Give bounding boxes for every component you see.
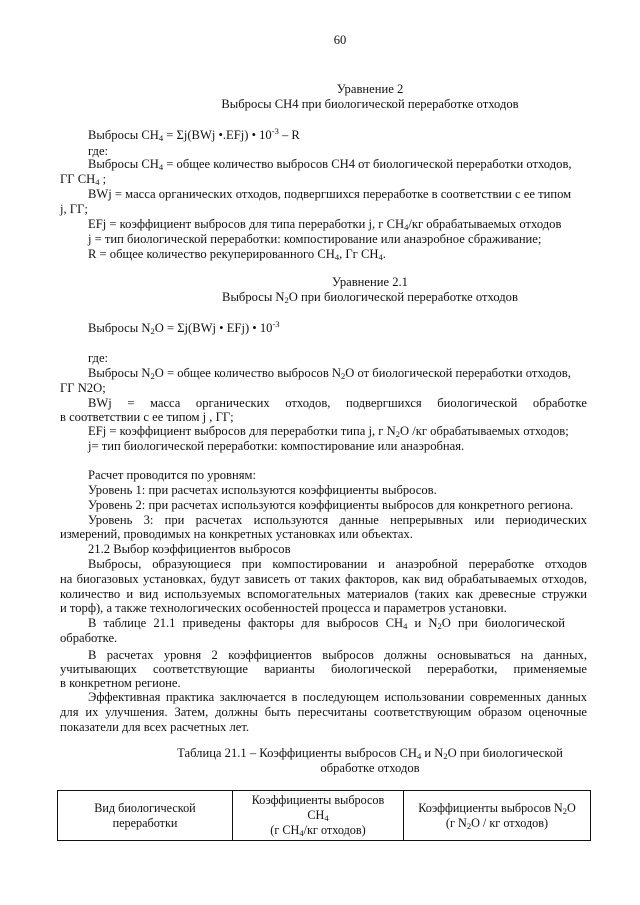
- paragraph-3-line-2: учитывающих соответствующие варианты биологической переработки, применяемые: [60, 662, 587, 676]
- table-caption-cont: обработке отходов: [320, 761, 420, 775]
- equation-2-1-def-2-cont: в соответствии с ее типом j , ГГ;: [60, 410, 234, 424]
- equation-2-def-4: j = тип биологической переработки: компостирование или анаэробное сбраживание;: [88, 232, 542, 246]
- equation-2-1-title: Выбросы $N_2O$ при биологической переработке отходов: [222, 290, 518, 305]
- paragraph-3-line-3: в конкретном регионе.: [60, 676, 181, 690]
- paragraph-3-line-1: В расчетах уровня 2 коэффициентов выбросов должны основываться на данных,: [88, 648, 587, 662]
- paragraph-1-line-2: на биогазовых установках, будут зависеть от таких факторов, как вид обрабатываемых отходов,: [60, 572, 587, 586]
- header-ch4-factors: Коэффициенты выбросов $CH_4$ (г $CH_4/кг$ отходов): [233, 791, 404, 841]
- header-n2o-factors: Коэффициенты выбросов $N_2O$ (г $N_2O$ / кг отходов): [404, 791, 591, 841]
- section-heading: 21.2 Выбор коэффициентов выбросов: [88, 542, 291, 556]
- paragraph-1-line-3: количество и вид используемых вспомогательных материалов (таких как древесные стружки: [60, 587, 587, 601]
- equation-2-def-1-cont: ГГ $CH_4$ ;: [60, 172, 107, 187]
- equation-2-1-where: где:: [88, 351, 109, 365]
- levels-intro: Расчет проводится по уровням:: [88, 468, 256, 482]
- equation-2-title: Выбросы СН4 при биологической переработке отходов: [221, 97, 519, 111]
- equation-2-formula: Выбросы $CH_4 = \Sigma j(BWj$ •.EFj) • $10^{-3}$ – R: [88, 126, 300, 143]
- level-3: Уровень 3: при расчетах используются данные непрерывных или периодических: [88, 513, 587, 527]
- header-treatment-type: Вид биологической переработки: [58, 791, 233, 841]
- paragraph-1-line-4: и торф), а также технологических особенностей процесса и параметров установки.: [60, 601, 507, 615]
- equation-2-1-formula: Выбросы $N_2O = \Sigma j(BWj$ • EFj) • $10^{-3}$: [88, 319, 280, 336]
- equation-2-def-3: EFj = коэффициент выбросов для типа переработки j, г $CH_4/кг$ обрабатываемых отходов: [88, 217, 562, 232]
- equation-2-1-def-2: BWj = масса органических отходов, подвергшихся биологической обработке: [88, 396, 587, 410]
- page-number: 60: [333, 33, 347, 47]
- level-1: Уровень 1: при расчетах используются коэффициенты выбросов.: [88, 483, 437, 497]
- level-2: Уровень 2: при расчетах используются коэффициенты выбросов для конкретного региона.: [88, 498, 574, 512]
- equation-2-1-def-1-cont: ГГ N2O;: [60, 381, 106, 395]
- equation-2-def-1: Выбросы $CH_4$ = общее количество выбросов CH4 от биологической переработки отходов,: [88, 157, 572, 172]
- table-caption: Таблица 21.1 – Коэффициенты выбросов $CH_4$ и $N_2O$ при биологической: [177, 746, 563, 761]
- equation-2-label: Уравнение 2: [336, 82, 404, 96]
- equation-2-def-2-cont: j, ГГ;: [60, 202, 88, 216]
- paragraph-1-line-1: Выбросы, образующиеся при компостировании и анаэробной переработке отходов: [88, 557, 587, 571]
- equation-2-1-def-4: j= тип биологической переработки: компостирование или анаэробная.: [88, 439, 465, 453]
- paragraph-4-line-3: показатели для всех расчетных лет.: [60, 720, 250, 734]
- paragraph-4-line-2: для их улучшения. Затем, должны быть пересчитаны соответствующим образом оценочные: [60, 705, 587, 719]
- paragraph-2-line-1: В таблице 21.1 приведены факторы для выбросов $CH_4$ и $N_2O$ при биологической: [88, 616, 565, 631]
- paragraph-4-line-1: Эффективная практика заключается в последующем использовании современных данных: [88, 690, 587, 704]
- paragraph-2-line-2: обработке.: [60, 631, 118, 645]
- table-header-row: [58, 791, 591, 841]
- equation-2-def-2: BWj = масса органических отходов, подвергшихся переработке в соответствии с ее типом: [88, 187, 572, 201]
- equation-2-1-def-1: Выбросы $N_2O$ = общее количество выбросов $N_2O$ от биологической переработки отходов,: [88, 366, 571, 381]
- equation-2-def-5: R = общее количество рекуперированного $CH_4$, Гг $CH_4$.: [88, 247, 386, 262]
- equation-2-1-def-3: EFj = коэффициент выбросов для переработки типа j, г $N_2O$ /кг обрабатываемых отходов;: [88, 424, 569, 439]
- equation-2-where: где:: [88, 144, 109, 158]
- emission-factors-table: [57, 790, 591, 841]
- level-3-cont: измерений, проводимых на конкретных установках или объектах.: [60, 527, 413, 541]
- equation-2-1-label: Уравнение 2.1: [332, 275, 408, 289]
